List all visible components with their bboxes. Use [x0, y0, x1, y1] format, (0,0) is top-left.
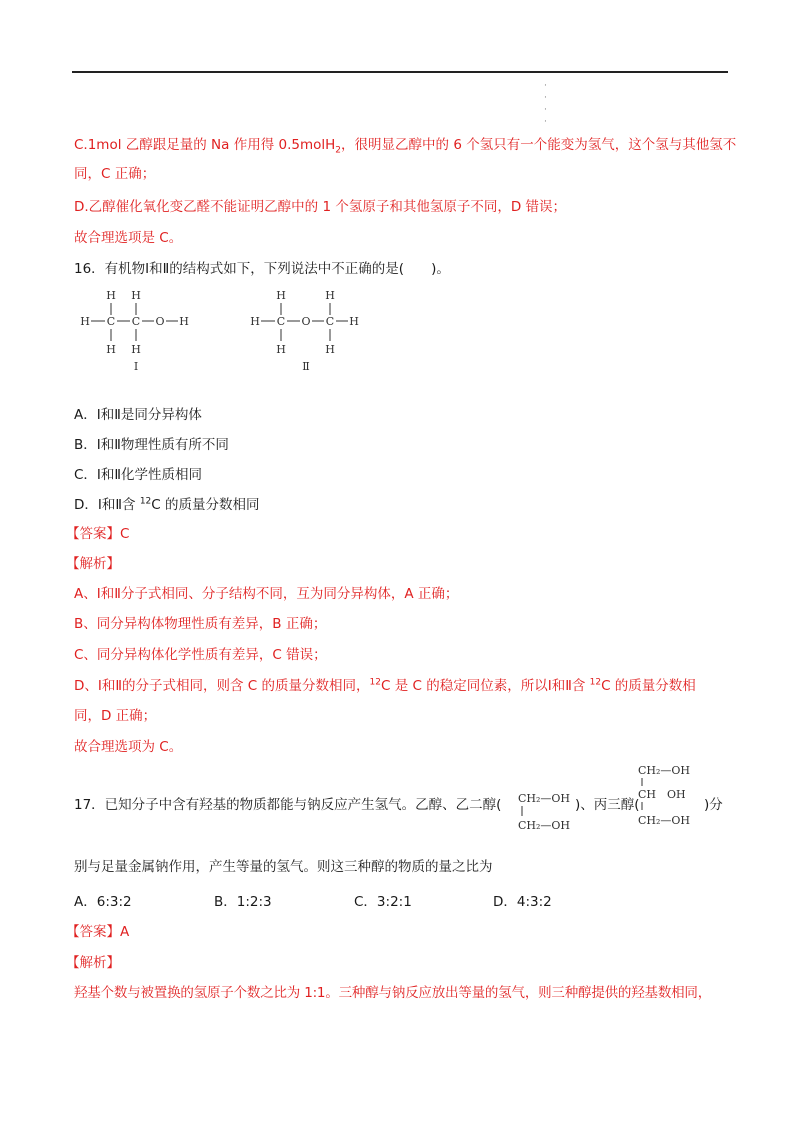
svg-text:H: H — [106, 343, 116, 356]
q16-analysis-title: 【解析】 — [66, 556, 120, 572]
q16-stem: 16．有机物Ⅰ和Ⅱ的结构式如下，下列说法中不正确的是( )。 — [74, 261, 450, 277]
q16-option-c: C．Ⅰ和Ⅱ化学性质相同 — [74, 467, 203, 483]
svg-text:H: H — [179, 315, 189, 328]
q16-analysis-conclusion: 故合理选项为 C。 — [74, 739, 183, 755]
q17-option-d: D．4:3:2 — [493, 894, 552, 910]
svg-text:H: H — [325, 289, 335, 302]
q17-analysis-line1: 羟基个数与被置换的氢原子个数之比为 1:1。三种醇与钠反应放出等量的氢气，则三种醇提供的羟基数相同， — [74, 985, 712, 1001]
q17-option-c: C．3:2:1 — [354, 894, 412, 910]
header-rule — [72, 71, 728, 73]
prev-answer-d-line: D.乙醇催化氧化变乙醛不能证明乙醇中的 1 个氢原子和其他氢原子不同，D 错误； — [74, 199, 567, 215]
q17-answer: 【答案】A — [66, 924, 130, 940]
svg-text:H: H — [131, 343, 141, 356]
glycerol-top: CH₂—OH — [638, 764, 691, 777]
glycol-bottom: CH₂—OH — [518, 819, 571, 832]
prev-answer-c-line1: C.1mol 乙醇跟足量的 Na 作用得 0.5molH$_2$，很明显乙醇中的 6 个氢只有一个能变为氢气，这个氢与其他氢不 — [74, 137, 737, 156]
svg-text:H: H — [276, 343, 286, 356]
glycerol-formula — [634, 760, 706, 836]
svg-text:C: C — [131, 315, 141, 328]
q17-option-a: A．6:3:2 — [74, 894, 132, 910]
svg-text:H: H — [276, 289, 286, 302]
q17-analysis-title: 【解析】 — [66, 955, 120, 971]
q17-option-b: B．1:2:3 — [214, 894, 272, 910]
q16-answer: 【答案】C — [66, 526, 130, 542]
q17-stem-a: 17．已知分子中含有羟基的物质都能与钠反应产生氢气。乙醇、乙二醇( — [74, 797, 502, 813]
structure-2-formula — [250, 289, 359, 356]
svg-text:H: H — [325, 343, 335, 356]
svg-text:H: H — [349, 315, 359, 328]
structure-1-label: Ⅰ — [133, 360, 139, 373]
prev-answer-c-line2: 同，C 正确； — [74, 166, 156, 182]
svg-text:O: O — [301, 315, 311, 328]
q16-option-d: D．Ⅰ和Ⅱ含 $^{12}$C 的质量分数相同 — [74, 496, 260, 513]
svg-text:H: H — [80, 315, 90, 328]
svg-text:H: H — [131, 289, 141, 302]
q17-stem-c: )分 — [704, 797, 723, 813]
q16-analysis-b: B、同分异构体物理性质有差异，B 正确； — [74, 616, 327, 632]
q16-option-b: B．Ⅰ和Ⅱ物理性质有所不同 — [74, 437, 229, 453]
svg-text:H: H — [250, 315, 260, 328]
structure-1 — [74, 285, 204, 375]
glycerol-bottom: CH₂—OH — [638, 814, 691, 827]
glycerol-mid: CH OH — [638, 788, 686, 801]
prev-answer-conclusion: 故合理选项是 C。 — [74, 230, 183, 246]
structure-2-label: Ⅱ — [302, 360, 310, 373]
margin-dots: · · · · — [544, 81, 547, 127]
structure-1-formula — [80, 289, 189, 356]
glycol-formula — [513, 784, 575, 834]
svg-text:O: O — [155, 315, 165, 328]
glycol-top: CH₂—OH — [518, 792, 571, 805]
q17-stem-line2: 别与足量金属钠作用，产生等量的氢气。则这三种醇的物质的量之比为 — [74, 859, 493, 875]
q16-analysis-a: A、Ⅰ和Ⅱ分子式相同、分子结构不同，互为同分异构体，A 正确； — [74, 586, 459, 602]
svg-text:H: H — [106, 289, 116, 302]
svg-text:C: C — [325, 315, 335, 328]
q16-analysis-d-line1: D、Ⅰ和Ⅱ的分子式相同，则含 C 的质量分数相同，$^{12}$C 是 C 的稳定同位素，所以Ⅰ和Ⅱ含 $^{12}$C 的质量分数相 — [74, 677, 696, 694]
q16-option-a: A．Ⅰ和Ⅱ是同分异构体 — [74, 407, 202, 423]
structure-2 — [244, 285, 374, 375]
q16-analysis-d-line2: 同，D 正确； — [74, 708, 157, 724]
q16-analysis-c: C、同分异构体化学性质有差异，C 错误； — [74, 647, 327, 663]
q17-stem-b: )、丙三醇( — [575, 797, 640, 813]
svg-text:C: C — [276, 315, 286, 328]
svg-text:C: C — [106, 315, 116, 328]
